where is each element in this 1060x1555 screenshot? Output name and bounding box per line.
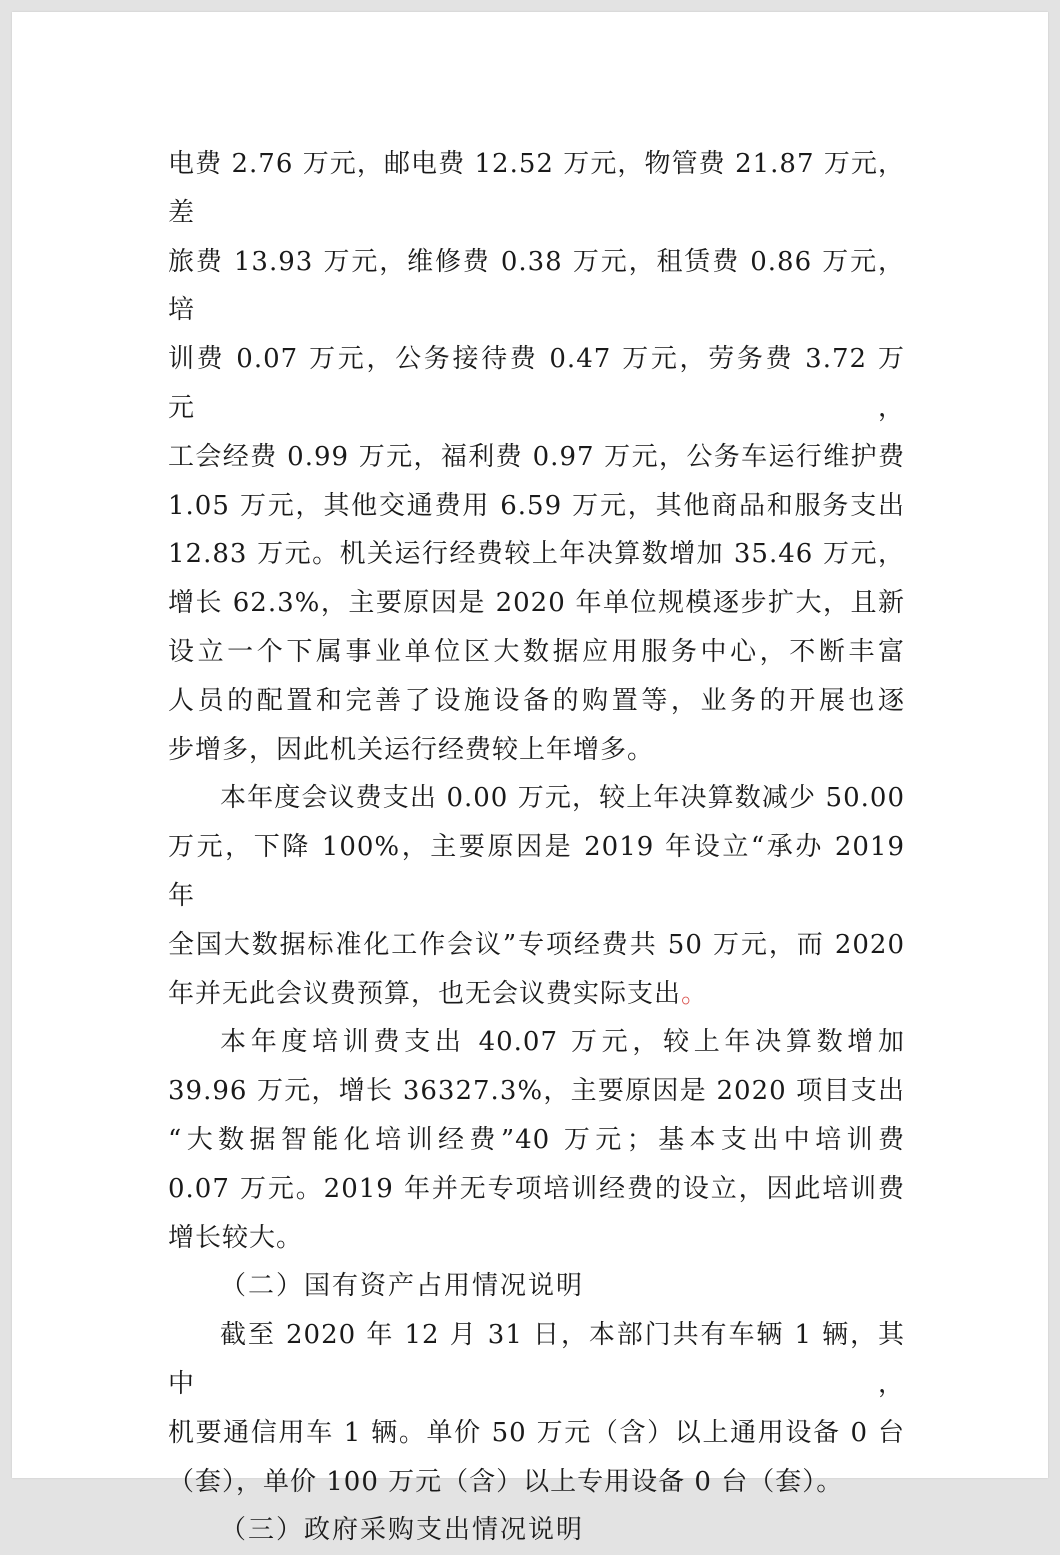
paragraph-line: 截至 2020 年 12 月 31 日，本部门共有车辆 1 辆，其中， [168, 1320, 905, 1399]
paragraph-line: 本年度培训费支出 40.07 万元，较上年决算数增加 [220, 1027, 905, 1058]
red-period-mark: 。 [681, 978, 709, 1009]
paragraph-line: 设立一个下属事业单位区大数据应用服务中心，不断丰富 [168, 636, 905, 667]
section-heading-procurement: （三）政府采购支出情况说明 [220, 1515, 585, 1546]
paragraph-line: 训费 0.07 万元，公务接待费 0.47 万元，劳务费 3.72 万元， [168, 344, 905, 423]
paragraph-line: 步增多，因此机关运行经费较上年增多。 [168, 734, 655, 765]
paragraph-line-with-mark [168, 970, 905, 1019]
paragraph-line: （套），单价 100 万元（含）以上专用设备 0 台（套）。 [168, 1466, 844, 1497]
paragraph-line: 工会经费 0.99 万元，福利费 0.97 万元，公务车运行维护费 [168, 441, 905, 472]
paragraph-line: 旅费 13.93 万元，维修费 0.38 万元，租赁费 0.86 万元，培 [168, 246, 905, 326]
paragraph-line: 增长较大。 [168, 1222, 304, 1253]
section-heading-assets: （二）国有资产占用情况说明 [220, 1271, 585, 1302]
paragraph-line: 12.83 万元。机关运行经费较上年决算数增加 35.46 万元， [168, 539, 905, 570]
paragraph-line: 增长 62.3%，主要原因是 2020 年单位规模逐步扩大，且新 [168, 588, 905, 619]
paragraph-line: “大数据智能化培训经费”40 万元；基本支出中培训费 [168, 1124, 905, 1155]
document-body [168, 140, 905, 1555]
paragraph-line: 39.96 万元，增长 36327.3%，主要原因是 2020 项目支出 [168, 1076, 905, 1107]
paragraph-line: 机要通信用车 1 辆。单价 50 万元（含）以上通用设备 0 台 [168, 1417, 905, 1448]
paragraph-text: 年并无此会议费预算，也无会议费实际支出 [168, 978, 682, 1009]
paragraph-line: 人员的配置和完善了设施设备的购置等，业务的开展也逐 [168, 685, 905, 716]
paragraph-line: 电费 2.76 万元，邮电费 12.52 万元，物管费 21.87 万元，差 [168, 149, 905, 228]
paragraph-line: 1.05 万元，其他交通费用 6.59 万元，其他商品和服务支出 [168, 490, 905, 521]
paragraph-line: 万元，下降 100%，主要原因是 2019 年设立“承办 2019 年 [168, 832, 905, 911]
paragraph-line: 本年度会议费支出 0.00 万元，较上年决算数减少 50.00 [220, 783, 905, 814]
paragraph-line: 0.07 万元。2019 年并无专项培训经费的设立，因此培训费 [168, 1173, 905, 1204]
document-page [12, 12, 1048, 1546]
paragraph-line: 全国大数据标准化工作会议”专项经费共 50 万元，而 2020 [168, 929, 905, 960]
